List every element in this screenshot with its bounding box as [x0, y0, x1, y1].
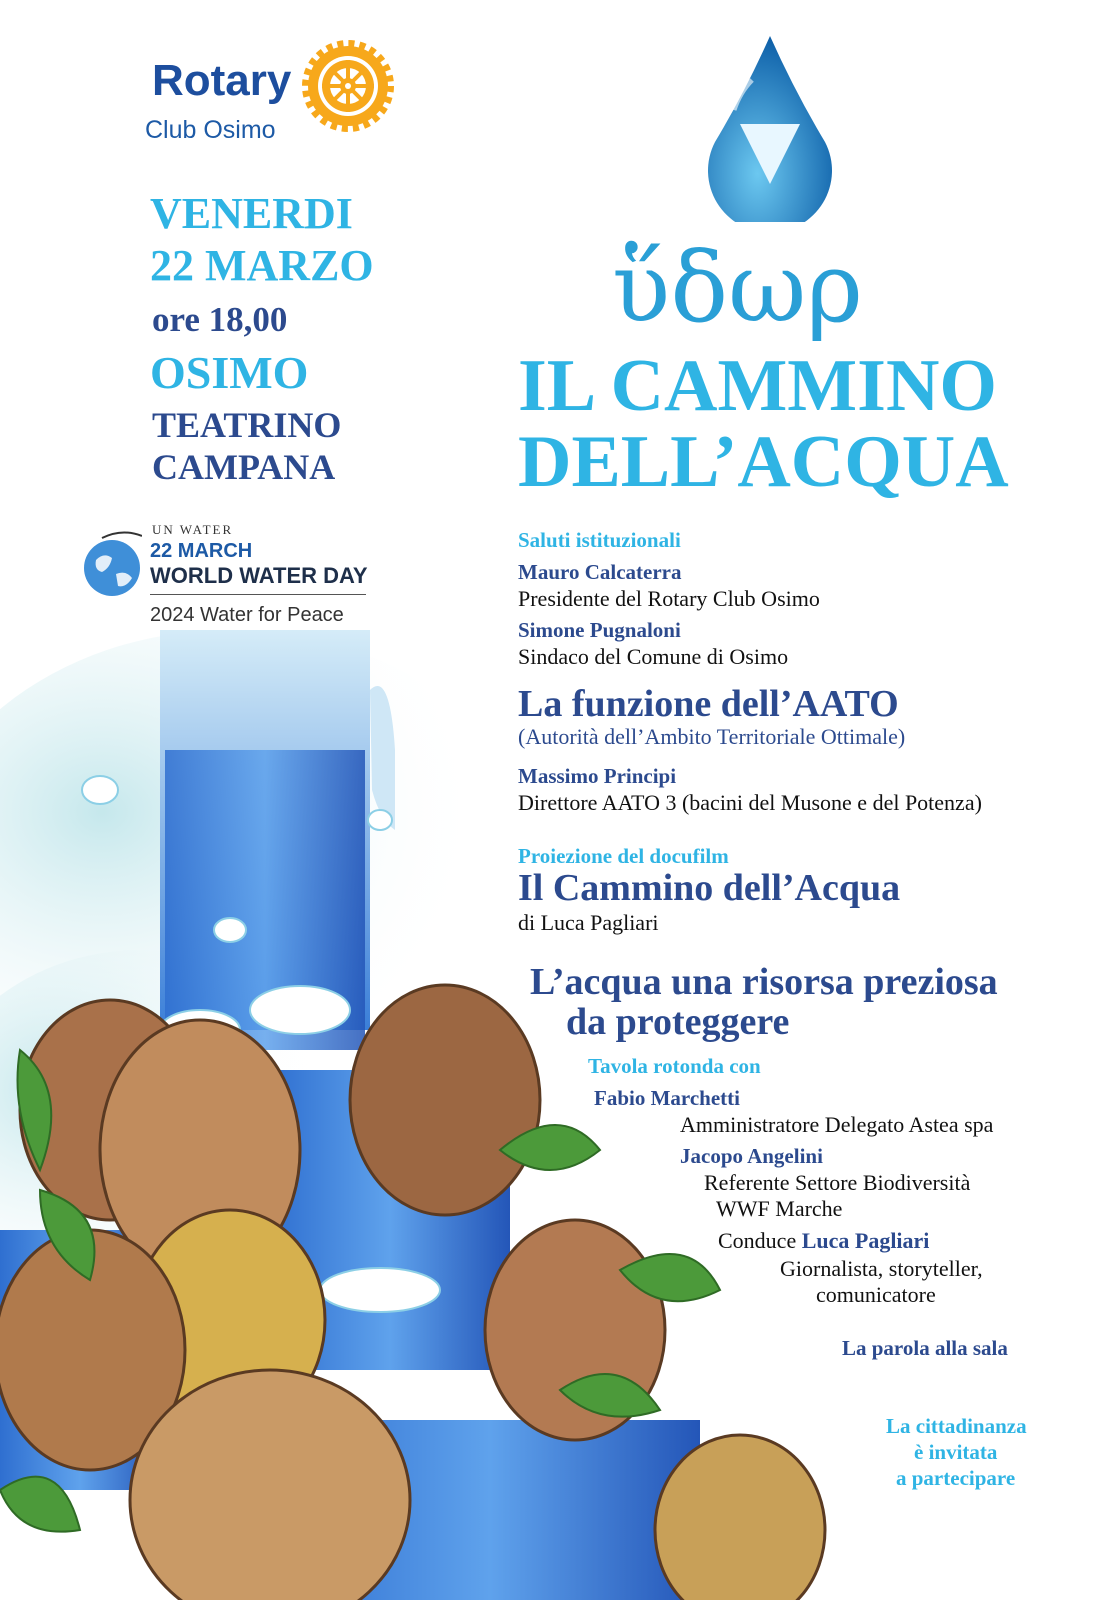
speaker1-role: Presidente del Rotary Club Osimo — [518, 586, 820, 611]
title-line1: IL CAMMINO — [518, 345, 997, 427]
film-title: Il Cammino dell’Acqua — [518, 867, 901, 909]
theme-line1: L’acqua una risorsa preziosa — [530, 961, 998, 1003]
globe-icon — [82, 530, 142, 598]
speaker1-name: Mauro Calcaterra — [518, 560, 682, 584]
panel1-name: Fabio Marchetti — [594, 1086, 740, 1110]
panel2-role-line2: WWF Marche — [716, 1196, 843, 1221]
moderator-prefix: Conduce — [718, 1228, 797, 1253]
film-author: di Luca Pagliari — [518, 910, 659, 935]
speaker2-role: Sindaco del Comune di Osimo — [518, 644, 789, 669]
water-drop-icon — [700, 32, 840, 222]
panel2-role-line1: Referente Settore Biodiversità — [704, 1170, 971, 1195]
wwd-title: WORLD WATER DAY — [150, 563, 368, 588]
moderator-name: Luca Pagliari — [801, 1228, 930, 1253]
invite-line2: è invitata — [914, 1440, 998, 1464]
wwd-date: 22 MARCH — [150, 540, 253, 562]
event-date: 22 MARZO — [150, 241, 374, 290]
venue-line1: TEATRINO — [152, 405, 342, 445]
rotary-wordmark: Rotary — [152, 56, 292, 105]
speaker2-name: Simone Pugnaloni — [518, 618, 681, 642]
event-day: VENERDI — [150, 189, 353, 238]
rotary-wheel-icon — [302, 40, 394, 132]
wwd-theme: 2024 Water for Peace — [150, 604, 344, 626]
speaker3-name: Massimo Principi — [518, 764, 677, 788]
event-city: OSIMO — [150, 347, 309, 398]
panel1-role: Amministratore Delegato Astea spa — [680, 1112, 994, 1137]
speaker3-role: Direttore AATO 3 (bacini del Musone e del Potenza) — [518, 790, 982, 815]
floor-label: La parola alla sala — [842, 1336, 1008, 1360]
event-time: ore 18,00 — [152, 300, 288, 339]
aato-title: La funzione dell’AATO — [518, 683, 899, 725]
invite-line3: a partecipare — [896, 1466, 1016, 1490]
club-name: Club Osimo — [145, 116, 276, 144]
film-label: Proiezione del docufilm — [518, 844, 729, 868]
moderator-line — [718, 1228, 929, 1254]
greek-word: ὕδωρ — [612, 232, 863, 344]
un-water-label: UN WATER — [152, 522, 234, 537]
panel2-name: Jacopo Angelini — [680, 1144, 823, 1168]
round-table-label: Tavola rotonda con — [588, 1054, 761, 1078]
venue-line2: CAMPANA — [152, 447, 336, 487]
wwd-divider — [150, 594, 366, 595]
invite-line1: La cittadinanza — [886, 1414, 1027, 1438]
title-line2: DELL’ACQUA — [518, 421, 1009, 503]
moderator-role-line1: Giornalista, storyteller, — [780, 1256, 983, 1281]
theme-line2: da proteggere — [566, 1001, 790, 1043]
moderator-role-line2: comunicatore — [816, 1282, 936, 1307]
aato-subtitle: (Autorità dell’Ambito Territoriale Ottimale) — [518, 724, 906, 749]
greetings-label: Saluti istituzionali — [518, 528, 681, 552]
